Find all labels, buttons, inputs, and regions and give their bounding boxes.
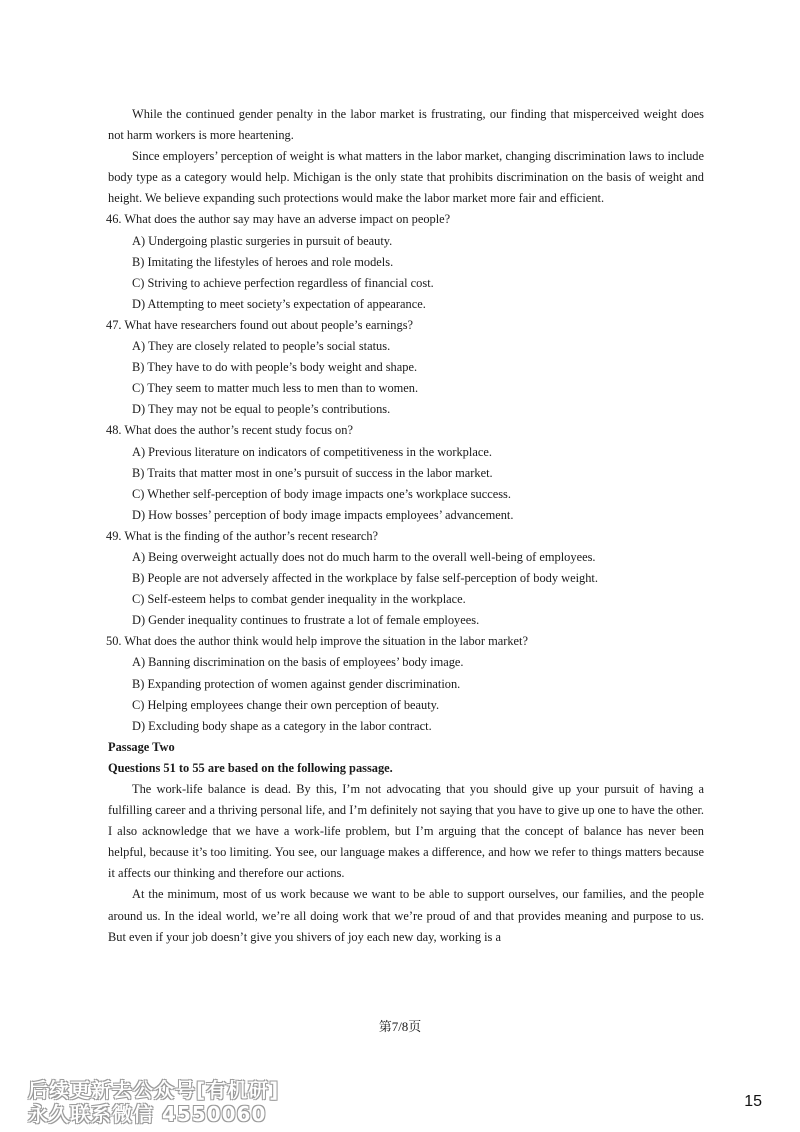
question-stem: 48. What does the author’s recent study focus on? [106,423,353,438]
question-46 [108,209,704,314]
passage-subtitle: Questions 51 to 55 are based on the following passage. [108,760,393,775]
option: B) Traits that matter most in one’s pursuit of success in the labor market. [132,465,493,480]
option: A) Undergoing plastic surgeries in pursuit of beauty. [132,233,393,248]
option: D) Attempting to meet society’s expectation of appearance. [132,296,426,311]
option: D) Excluding body shape as a category in the labor contract. [132,718,432,733]
option: B) People are not adversely affected in the workplace by false self-perception of body weight. [132,571,598,586]
question-49 [108,526,704,631]
paragraph: While the continued gender penalty in the labor market is frustrating, our finding that misperceived weight does not harm workers is more heartening. [108,107,704,143]
question-47 [108,315,704,420]
option: D) They may not be equal to people’s contributions. [132,402,391,417]
page-number: 15 [744,1093,762,1110]
option: A) Being overweight actually does not do much harm to the overall well-being of employees. [132,549,596,564]
page-footer: 第7/8页 [378,1019,422,1034]
option: A) They are closely related to people’s social status. [132,339,391,354]
option: B) They have to do with people’s body weight and shape. [132,360,418,375]
option: C) Self-esteem helps to combat gender inequality in the workplace. [132,592,466,607]
option: C) Helping employees change their own perception of beauty. [132,697,440,712]
passage-title: Passage Two [108,739,175,754]
watermark-line: 永久联系微信 4550060 [28,1102,267,1126]
watermark-line: 后续更新去公众号[有机研] [28,1078,280,1102]
option: D) Gender inequality continues to frustrate a lot of female employees. [132,613,480,628]
paragraph: At the minimum, most of us work because we want to be able to support ourselves, our families, and the people around us. In the ideal world, we’re all doing work that we’re proud of and that provides meaning and purpose to us. But even if your job doesn’t give you shivers of joy each new day, working is a [108,887,704,944]
question-stem: 50. What does the author think would help improve the situation in the labor market? [106,634,528,649]
question-48 [108,420,704,525]
question-stem: 49. What is the finding of the author’s recent research? [106,528,379,543]
option: A) Banning discrimination on the basis of employees’ body image. [132,655,464,670]
option: B) Imitating the lifestyles of heroes and role models. [132,254,394,269]
option: D) How bosses’ perception of body image impacts employees’ advancement. [132,507,514,522]
question-stem: 47. What have researchers found out about people’s earnings? [106,317,414,332]
option: B) Expanding protection of women against gender discrimination. [132,676,461,691]
option: C) They seem to matter much less to men than to women. [132,381,419,396]
option: C) Striving to achieve perfection regardless of financial cost. [132,275,434,290]
watermark [28,1078,279,1126]
option: C) Whether self-perception of body image impacts one’s workplace success. [132,486,511,501]
option: A) Previous literature on indicators of competitiveness in the workplace. [132,444,492,459]
question-50 [108,631,704,736]
question-stem: 46. What does the author say may have an adverse impact on people? [106,212,451,227]
paragraph: Since employers’ perception of weight is what matters in the labor market, changing discrimination laws to include body type as a category would help. Michigan is the only state that prohibits discrimination on the basis of weight and height. We believe expanding such protections would make the labor market more fair and efficient. [108,149,704,206]
document-body [108,104,704,948]
paragraph: The work-life balance is dead. By this, I’m not advocating that you should give up your pursuit of having a fulfilling career and a thriving personal life, and I’m definitely not saying that you have to give up one to have the other. I also acknowledge that we have a work-life problem, but I’m arguing that the concept of balance has never been helpful, because it’s too limiting. You see, our language makes a difference, and how we refer to things matters because it affects our thinking and therefore our actions. [108,782,704,881]
